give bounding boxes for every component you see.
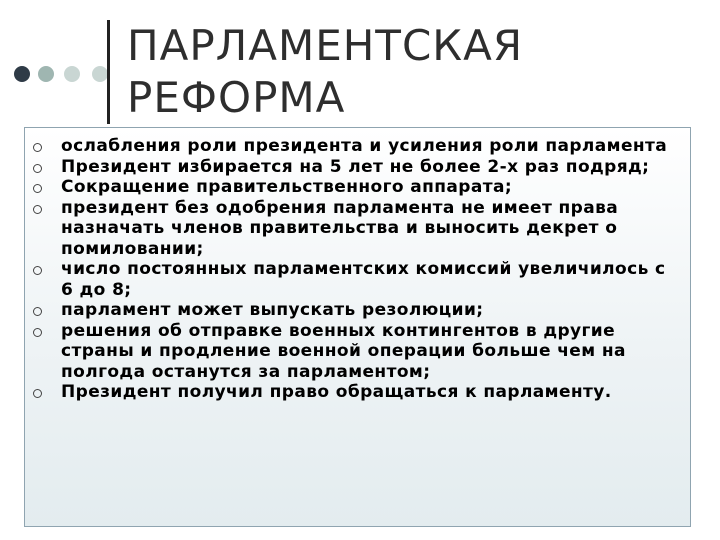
bullet-text: решения об отправке военных контингентов в другие страны и продление военной операции больше чем на полгода останутся за парламентом;	[61, 320, 626, 382]
dot-icon	[64, 66, 80, 82]
bullet-item	[25, 157, 692, 178]
bullet-text: число постоянных парламентских комиссий увеличилось с 6 до 8;	[61, 259, 666, 300]
bullet-icon	[33, 328, 42, 337]
bullet-text: президент без одобрения парламента не имеет права назначать членов правительства и выносить декрет о помиловании;	[61, 197, 619, 259]
bullet-text: парламент может выпускать резолюции;	[61, 300, 484, 320]
bullet-text: Сокращение правительственного аппарата;	[61, 177, 513, 197]
bullet-text: Президент получил право обращаться к парламенту.	[61, 382, 612, 402]
bullet-icon	[33, 307, 42, 316]
slide-title-line-2: РЕФОРМА	[127, 73, 346, 122]
bullet-icon	[33, 389, 42, 398]
bullet-list	[25, 136, 692, 403]
bullet-icon	[33, 143, 42, 152]
bullet-icon	[33, 205, 42, 214]
title-divider	[107, 20, 110, 124]
bullet-item	[25, 382, 692, 403]
bullet-item	[25, 198, 692, 260]
bullet-icon	[33, 266, 42, 275]
bullet-icon	[33, 184, 42, 193]
bullet-item	[25, 259, 692, 300]
bullet-text: ослабления роли президента и усиления роли парламента	[61, 136, 668, 156]
dot-icon	[92, 66, 108, 82]
dot-icon	[14, 66, 30, 82]
content-box	[24, 127, 691, 527]
slide-title-line-1: ПАРЛАМЕНТСКАЯ	[127, 21, 524, 70]
bullet-item	[25, 300, 692, 321]
dot-icon	[38, 66, 54, 82]
bullet-item	[25, 136, 692, 157]
bullet-item	[25, 177, 692, 198]
bullet-text: Президент избирается на 5 лет не более 2-х раз подряд;	[61, 156, 650, 177]
bullet-icon	[33, 164, 42, 173]
bullet-item	[25, 321, 692, 383]
